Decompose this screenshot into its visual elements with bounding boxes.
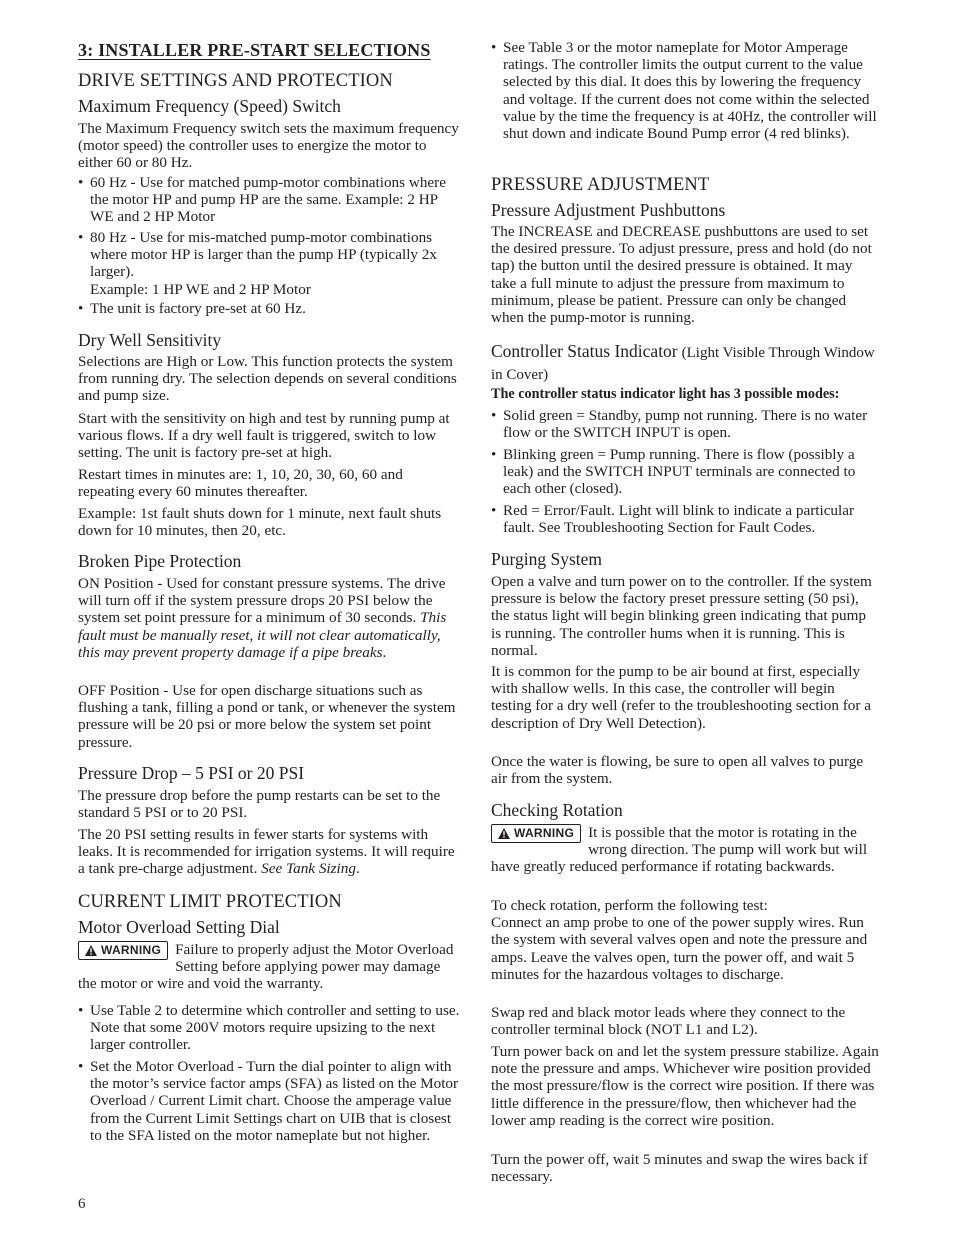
- purging-paragraph-2: It is common for the pump to be air bound at first, especially with shallow wells. In this case, the controller will begin testing for a dry well (refer to the troubleshooting section for a description of Dry Well Detection).: [491, 663, 871, 732]
- bullet-text: 60 Hz - Use for matched pump-motor combinations where the motor HP and pump HP are the same. Example: 2 HP WE and 2 HP Motor: [90, 174, 446, 226]
- rotation-paragraph-2: Swap red and black motor leads where they connect to the controller terminal block (NOT L1 and L2).: [491, 1004, 846, 1039]
- pressure-adjustment-heading: PRESSURE ADJUSTMENT: [491, 175, 710, 195]
- status-indicator-heading-block: [491, 341, 879, 386]
- dry-well-heading: Dry Well Sensitivity: [78, 330, 222, 350]
- bullet-dot: •: [78, 1002, 84, 1019]
- motor-overload-heading: Motor Overload Setting Dial: [78, 917, 280, 937]
- max-frequency-paragraph: The Maximum Frequency switch sets the maximum frequency (motor speed) the controller uses to energize the motor to either 60 or 80 Hz.: [78, 120, 459, 172]
- max-frequency-heading: Maximum Frequency (Speed) Switch: [78, 96, 341, 116]
- section-title: 3: INSTALLER PRE-START SELECTIONS: [78, 40, 431, 60]
- broken-pipe-text: ON Position - Used for constant pressure systems. The drive will turn off if the system pressure drops 20 PSI below the system set point pressure for a minimum of 30 seconds.: [78, 575, 446, 627]
- rotation-intro: To check rotation, perform the following test:: [491, 897, 768, 914]
- bullet-text: Use Table 2 to determine which controller and setting to use. Note that some 200V motors require upsizing to the next larger controller.: [90, 1002, 460, 1054]
- warning-label: WARNING: [101, 942, 162, 957]
- page-number: 6: [78, 1196, 86, 1212]
- bullet-text: The unit is factory pre-set at 60 Hz.: [90, 300, 306, 317]
- bullet-example: Example: 1 HP WE and 2 HP Motor: [90, 280, 311, 298]
- purging-heading: Purging System: [491, 549, 603, 569]
- punctuation: .: [355, 860, 360, 878]
- pressure-drop-paragraph-2: [78, 826, 462, 878]
- dry-well-paragraph-4: Example: 1st fault shuts down for 1 minute, next fault shuts down for 10 minutes, then 20, etc.: [78, 505, 442, 540]
- warning-triangle-icon: [498, 828, 510, 839]
- bullet-dot: •: [78, 300, 84, 317]
- status-modes-intro: The controller status indicator light has 3 possible modes:: [491, 386, 840, 402]
- warning-badge: [78, 941, 168, 960]
- pressure-drop-heading: Pressure Drop – 5 PSI or 20 PSI: [78, 763, 305, 783]
- dry-well-paragraph-2: Start with the sensitivity on high and test by running pump at various flows. If a dry well fault is triggered, switch to low setting. The unit is factory pre-set at high.: [78, 410, 450, 462]
- dry-well-paragraph-3: Restart times in minutes are: 1, 10, 20, 30, 60, 60 and repeating every 60 minutes thereafter.: [78, 466, 403, 501]
- status-bullet-blinking-green: [491, 446, 879, 498]
- bullet-dot: •: [78, 229, 84, 246]
- warning-badge: [491, 824, 581, 843]
- checking-rotation-heading: Checking Rotation: [491, 800, 623, 820]
- pressure-drop-italic: See Tank Sizing: [261, 860, 356, 878]
- purging-paragraph-3: Once the water is flowing, be sure to open all valves to purge air from the system.: [491, 753, 864, 788]
- warning-label: WARNING: [514, 825, 575, 840]
- purging-paragraph-1: Open a valve and turn power on to the controller. If the system pressure is below the factory preset pressure setting (50 psi), the status light will begin blinking green indicating that pump is running. The controller hums when it is running. This is normal.: [491, 573, 872, 659]
- overload-warning-block: [78, 941, 462, 993]
- bullet-dot: •: [491, 502, 497, 519]
- rotation-paragraph-1: [491, 897, 879, 983]
- rotation-steps: Connect an amp probe to one of the power supply wires. Run the system with several valves open and note the pressure and amps. Leave the valves open, turn the power off, and wait 5 minutes for the hazardous voltages to discharge.: [491, 914, 868, 983]
- status-indicator-subheading: (Light Visible Through Window in Cover): [491, 345, 875, 383]
- bullet-text: Set the Motor Overload - Turn the dial pointer to align with the motor’s service factor amps (SFA) as listed on the Motor Overload / Current Limit chart. Choose the amperage value from the Current Limit Settings chart on UIB that is closest to the SFA listed on the motor nameplate but not higher.: [90, 1058, 459, 1144]
- bullet-text: 80 Hz - Use for mis-matched pump-motor combinations where motor HP is larger than the pump HP (typically 2x larger).: [90, 229, 437, 281]
- rotation-warning-block: [491, 824, 879, 876]
- status-bullet-red: [491, 502, 879, 536]
- pushbuttons-paragraph: The INCREASE and DECREASE pushbuttons are used to set the desired pressure. To adjust pressure, press and hold (do not tap) the button until the desired pressure is obtained. It may take a full minute to adjust the pressure from maximum to minimum, please be patient. Pressure can only be changed when the pump-motor is running.: [491, 223, 872, 327]
- status-bullet-solid-green: [491, 407, 879, 441]
- bullet-text: See Table 3 or the motor nameplate for Motor Amperage ratings. The controller limits the output current to the value selected by this dial. It does this by lowering the frequency and voltage. If the current does not come within the selected value by the time the frequency is at 40Hz, the controller will shut down and indicate Bound Pump error (4 red blinks).: [503, 39, 877, 143]
- rotation-warning-text: It is possible that the motor is rotating in the wrong direction. The pump will work but will have greatly reduced performance if rotating backwards.: [491, 824, 868, 876]
- warning-triangle-icon: [85, 945, 97, 956]
- drive-settings-heading: DRIVE SETTINGS AND PROTECTION: [78, 71, 393, 91]
- dry-well-paragraph-1: Selections are High or Low. This function protects the system from running dry. The selection depends on several conditions and pump size.: [78, 353, 457, 405]
- status-indicator-heading: Controller Status Indicator: [491, 341, 678, 361]
- bullet-text: Red = Error/Fault. Light will blink to indicate a particular fault. See Troubleshooting Section for Fault Codes.: [503, 502, 855, 537]
- broken-pipe-paragraph-1: [78, 575, 462, 661]
- overload-bullet-table2: [78, 1002, 462, 1054]
- bullet-text: Solid green = Standby, pump not running. There is no water flow or the SWITCH INPUT is open.: [503, 407, 868, 442]
- pressure-drop-paragraph-1: The pressure drop before the pump restarts can be set to the standard 5 PSI or to 20 PSI.: [78, 787, 441, 822]
- max-frequency-bullet-60hz: [78, 174, 462, 226]
- pushbuttons-heading: Pressure Adjustment Pushbuttons: [491, 200, 726, 220]
- max-frequency-bullet-80hz: [78, 229, 462, 298]
- bullet-dot: •: [491, 407, 497, 424]
- bullet-dot: •: [491, 39, 497, 56]
- overload-bullet-set: [78, 1058, 462, 1144]
- rotation-paragraph-3: Turn power back on and let the system pressure stabilize. Again note the pressure and amps. Whichever wire position provided the most pressure/flow is the correct wire position. If there was little difference in the pressure/flow, then whichever had the lower amp reading is the correct wire position.: [491, 1043, 879, 1129]
- bullet-dot: •: [491, 446, 497, 463]
- table3-bullet: [491, 39, 879, 142]
- pressure-drop-text: The 20 PSI setting results in fewer starts for systems with leaks. It is recommended for irrigation systems. It will require a tank pre-charge adjustment.: [78, 826, 455, 878]
- punctuation: .: [382, 643, 387, 661]
- broken-pipe-paragraph-2: OFF Position - Use for open discharge situations such as flushing a tank, filling a pond or tank, or whenever the system pressure will be 20 psi or more below the system set point pressure.: [78, 682, 456, 751]
- rotation-paragraph-4: Turn the power off, wait 5 minutes and swap the wires back if necessary.: [491, 1151, 868, 1186]
- overload-warning-text: Failure to properly adjust the Motor Overload Setting before applying power may damage the motor or wire and void the warranty.: [78, 941, 454, 993]
- bullet-dot: •: [78, 174, 84, 191]
- bullet-text: Blinking green = Pump running. There is flow (possibly a leak) and the SWITCH INPUT terminals are connected to each other (closed).: [503, 446, 856, 498]
- broken-pipe-italic: This fault must be manually reset, it will not clear automatically, this may prevent property damage if a pipe breaks: [78, 609, 447, 661]
- bullet-dot: •: [78, 1058, 84, 1075]
- max-frequency-bullet-factory: [78, 300, 462, 317]
- broken-pipe-heading: Broken Pipe Protection: [78, 551, 242, 571]
- current-limit-heading: CURRENT LIMIT PROTECTION: [78, 892, 342, 912]
